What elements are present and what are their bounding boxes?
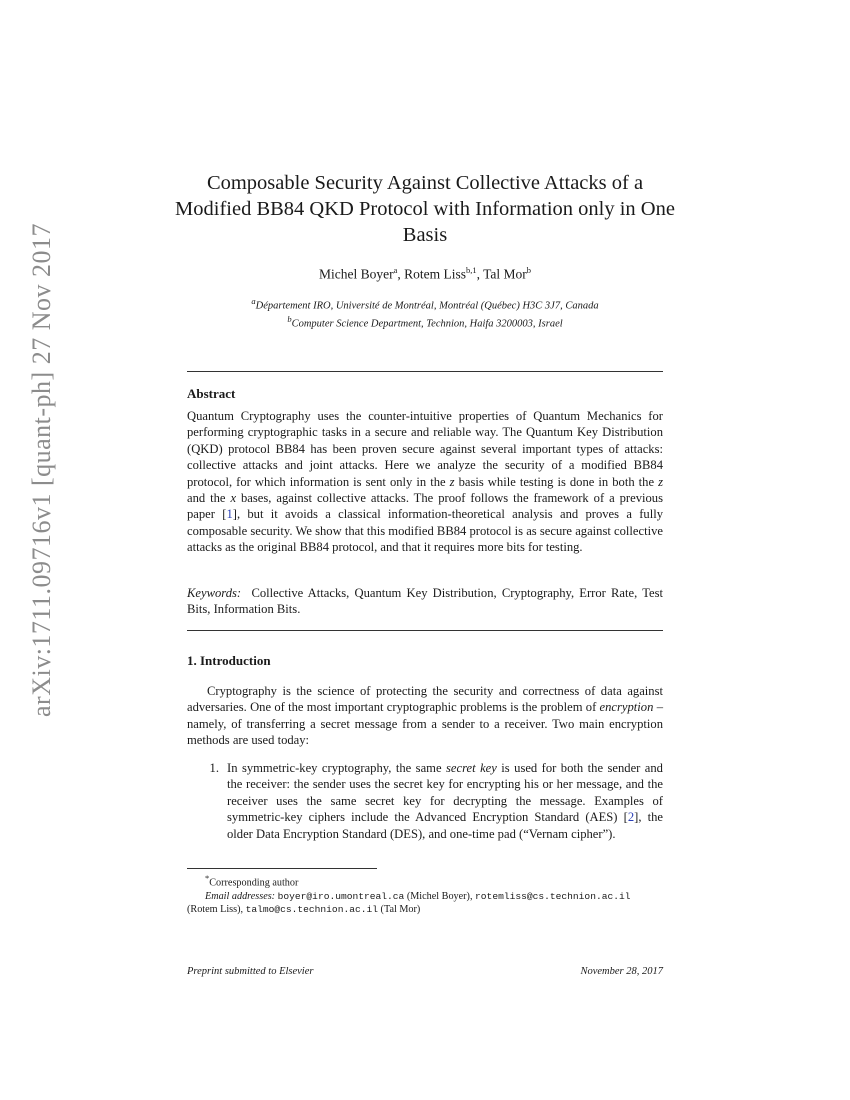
citation-link[interactable]: 2 xyxy=(627,810,635,825)
keywords-text: Collective Attacks, Quantum Key Distribution, Cryptography, Error Rate, Test Bits, Information Bits. xyxy=(187,586,664,617)
author-name: Tal Mor xyxy=(483,266,527,282)
abstract-heading: Abstract xyxy=(187,386,236,401)
author-list: Michel Boyer$^a$, Rotem Liss$^{b,1}$, Tal Mor$^b$ xyxy=(318,265,532,282)
intro-paragraph: Cryptography is the science of protecting the security and correctness of data against adversaries. One of the most important cryptographic problems is the problem of encryption – namely, of transferring a secret message from a sender to a receiver. Two main encryption methods are used today: xyxy=(187,684,663,748)
list-item xyxy=(187,760,663,842)
citation-link[interactable]: 1 xyxy=(226,507,233,522)
list-item-text: In symmetric-key cryptography, the same secret key is used for both the sender and the receiver: the sender uses the secret key for encrypting his or her message, and the receiver uses the same secret key for decrypting the message. Examples of symmetric-key ciphers include the Advanced Encryption Standard (AES) [2], the older Data Encryption Standard (DES), and one-time pad (“Vernam cipher”). xyxy=(227,761,663,841)
corresponding-author-note: *Corresponding author xyxy=(205,873,299,889)
author-affiliation-mark: a xyxy=(393,265,398,275)
author-affiliation-mark: b,1 xyxy=(465,265,477,275)
section-heading: 1. Introduction xyxy=(187,653,271,668)
affiliation-line: $^b$Computer Science Department, Technion, Haifa 3200003, Israel xyxy=(287,313,563,329)
abstract-top-rule xyxy=(187,371,663,372)
email-addresses: Email addresses: boyer@iro.umontreal.ca (Michel Boyer), rotemliss@cs.technion.ac.il (Rotem Liss), talmo@cs.technion.ac.il (Tal Mor) xyxy=(187,890,631,915)
encryption-methods-list xyxy=(187,760,663,842)
author-affiliation-mark: b xyxy=(526,265,532,275)
author-name: Rotem Liss xyxy=(404,266,466,282)
page-footer xyxy=(187,966,663,977)
list-number: 1. xyxy=(209,761,219,775)
paper-title: Composable Security Against Collective Attacks of a Modified BB84 QKD Protocol with Information only in One Basis xyxy=(175,172,675,246)
footnotes xyxy=(187,872,663,916)
email-link[interactable]: talmo@cs.technion.ac.il xyxy=(245,903,378,915)
email-link[interactable]: boyer@iro.umontreal.ca xyxy=(277,890,405,902)
footer-submission: Preprint submitted to Elsevier xyxy=(187,966,314,977)
footnote-rule xyxy=(187,868,377,869)
keywords xyxy=(187,585,663,618)
affiliation-line: $^a$Département IRO, Université de Montréal, Montréal (Québec) H3C 3J7, Canada xyxy=(251,296,599,312)
arxiv-stamp: arXiv:1711.09716v1 [quant-ph] 27 Nov 2017 xyxy=(27,223,56,717)
affiliations xyxy=(170,295,680,330)
abstract-body: Quantum Cryptography uses the counter-intuitive properties of Quantum Mechanics for performing cryptographic tasks in a secure and reliable way. The Quantum Key Distribution (QKD) protocol BB84 has been proven secure against several important types of attacks: collective attacks and joint attacks. Here we analyze the security of a modified BB84 protocol, for which information is sent only in the z basis while testing is done in both the z and the x bases, against collective attacks. The proof follows the framework of a previous paper [1], but it avoids a classical information-theoretical analysis and proves a fully composable security. We show that this modified BB84 protocol is as secure against collective attacks as the original BB84 protocol, and that it requires more bits for testing. xyxy=(187,409,663,555)
keywords-label: Keywords: xyxy=(187,586,242,600)
abstract-bottom-rule xyxy=(187,630,663,631)
footer-date: November 28, 2017 xyxy=(580,966,663,977)
email-link[interactable]: rotemliss@cs.technion.ac.il xyxy=(475,890,631,902)
author-name: Michel Boyer xyxy=(318,266,394,282)
